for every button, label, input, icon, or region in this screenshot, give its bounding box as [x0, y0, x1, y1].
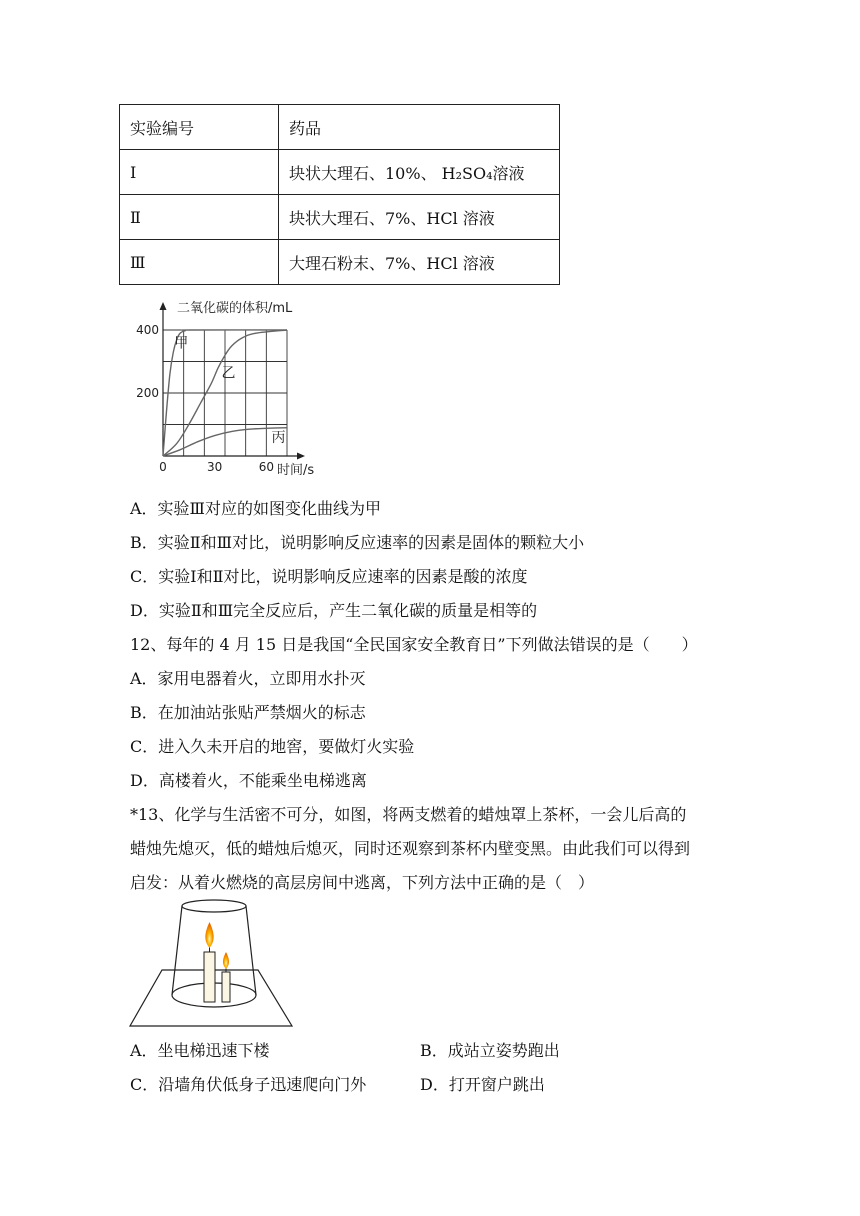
short-candle — [222, 972, 230, 1002]
table-cell: Ⅰ — [120, 150, 279, 195]
x-axis-label: 时间/s — [277, 463, 315, 478]
cup-top-rim — [182, 900, 246, 912]
q11-option-a: A．实验Ⅲ对应的如图变化曲线为甲 — [130, 499, 381, 518]
y-axis-label: 二氧化碳的体积/mL — [177, 301, 293, 316]
q12-option-c: C．进入久未开启的地窖，要做灯火实验 — [130, 737, 415, 756]
q12-option-d: D．高楼着火，不能乘坐电梯逃离 — [130, 771, 367, 790]
candle-cup-illustration — [128, 896, 294, 1030]
q11-option-d: D．实验Ⅱ和Ⅲ完全反应后，产生二氧化碳的质量是相等的 — [130, 601, 538, 620]
y-axis-arrow — [160, 302, 167, 310]
q13-option-c: C．沿墙角伏低身子迅速爬向门外 — [130, 1075, 367, 1094]
q13-option-b: B．成站立姿势跑出 — [420, 1041, 560, 1060]
table-cell: 块状大理石、7%、HCl 溶液 — [279, 195, 560, 240]
series-label-1: 甲 — [174, 335, 189, 352]
tall-candle — [204, 952, 215, 1002]
q11-option-b: B．实验Ⅱ和Ⅲ对比，说明影响反应速率的因素是固体的颗粒大小 — [130, 533, 585, 552]
table-cell: 块状大理石、10%、 H₂SO₄溶液 — [279, 150, 560, 195]
q11-option-c: C．实验Ⅰ和Ⅱ对比，说明影响反应速率的因素是酸的浓度 — [130, 567, 528, 586]
q13-option-d: D．打开窗户跳出 — [420, 1075, 545, 1094]
chart-ticks — [136, 323, 274, 474]
q13-stem-line-3: 启发：从着火燃烧的高层房间中逃离，下列方法中正确的是（ ） — [130, 873, 595, 892]
table-cell: 大理石粉末、7%、HCl 溶液 — [279, 240, 560, 285]
q12-stem: 12、每年的 4 月 15 日是我国“全民国家安全教育日”下列做法错误的是（ ） — [130, 635, 698, 654]
table-row — [120, 150, 560, 195]
series-label-3: 丙 — [271, 429, 286, 446]
q12-option-a: A．家用电器着火，立即用水扑灭 — [130, 669, 366, 688]
q12-option-b: B．在加油站张贴严禁烟火的标志 — [130, 703, 366, 722]
y-tick-label: 400 — [136, 323, 159, 337]
table-header-cell: 实验编号 — [120, 105, 279, 150]
series-label-2: 乙 — [221, 365, 236, 382]
x-tick-label: 60 — [258, 460, 274, 474]
y-tick-label: 200 — [136, 386, 159, 400]
table-cell: Ⅲ — [120, 240, 279, 285]
cup-right-wall — [246, 906, 256, 995]
tall-candle-flame — [205, 922, 213, 948]
q13-stem-line-1: *13、化学与生活密不可分，如图，将两支燃着的蜡烛罩上茶杯，一会儿后高的 — [130, 805, 687, 824]
cup-left-wall — [172, 906, 182, 995]
table-row — [120, 240, 560, 285]
chart-labels — [174, 300, 314, 478]
table-row — [120, 195, 560, 240]
x-tick-label: 0 — [159, 460, 167, 474]
x-axis-arrow — [297, 453, 305, 460]
experiment-table — [119, 104, 560, 285]
q13-stem-line-2: 蜡烛先熄灭，低的蜡烛后熄灭，同时还观察到茶杯内壁变黑。由此我们可以得到 — [130, 839, 691, 858]
co2-volume-chart — [125, 294, 345, 484]
table-header-row — [120, 105, 560, 150]
table-cell: Ⅱ — [120, 195, 279, 240]
table-header-cell: 药品 — [279, 105, 560, 150]
q13-option-a: A．坐电梯迅速下楼 — [130, 1041, 270, 1060]
x-tick-label: 30 — [207, 460, 223, 474]
short-candle-flame — [223, 952, 229, 969]
